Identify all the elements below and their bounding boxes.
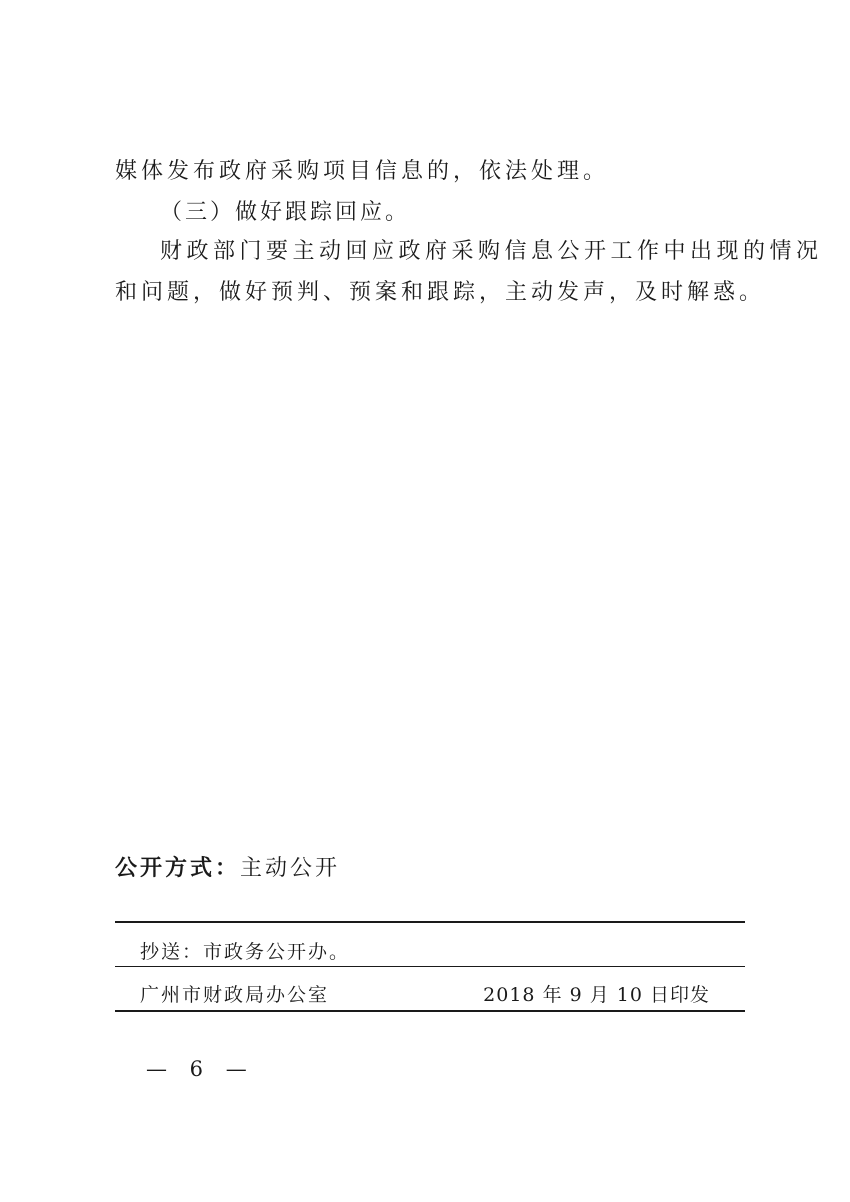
issuing-office: 广州市财政局办公室: [140, 984, 330, 1006]
disclosure-value: 主动公开: [240, 856, 341, 881]
body-line-4: 和问题，做好预判、预案和跟踪，主动发声，及时解惑。: [115, 280, 766, 305]
body-line-3: 财政部门要主动回应政府采购信息公开工作中出现的情况: [160, 239, 823, 264]
issue-date: 2018 年 9 月 10 日印发: [483, 984, 710, 1006]
footer-rule-middle: [115, 966, 745, 967]
footer-rule-bottom: [115, 1010, 745, 1012]
disclosure-label: 公开方式：: [115, 856, 241, 881]
section-heading-3: （三）做好跟踪回应。: [160, 200, 411, 225]
cc-line: 抄送：市政务公开办。: [140, 941, 351, 963]
footer-rule-top: [115, 921, 745, 923]
page-number: — 6 —: [146, 1057, 255, 1081]
body-line-1: 媒体发布政府采购项目信息的，依法处理。: [115, 159, 610, 184]
disclosure-method: [115, 854, 340, 884]
